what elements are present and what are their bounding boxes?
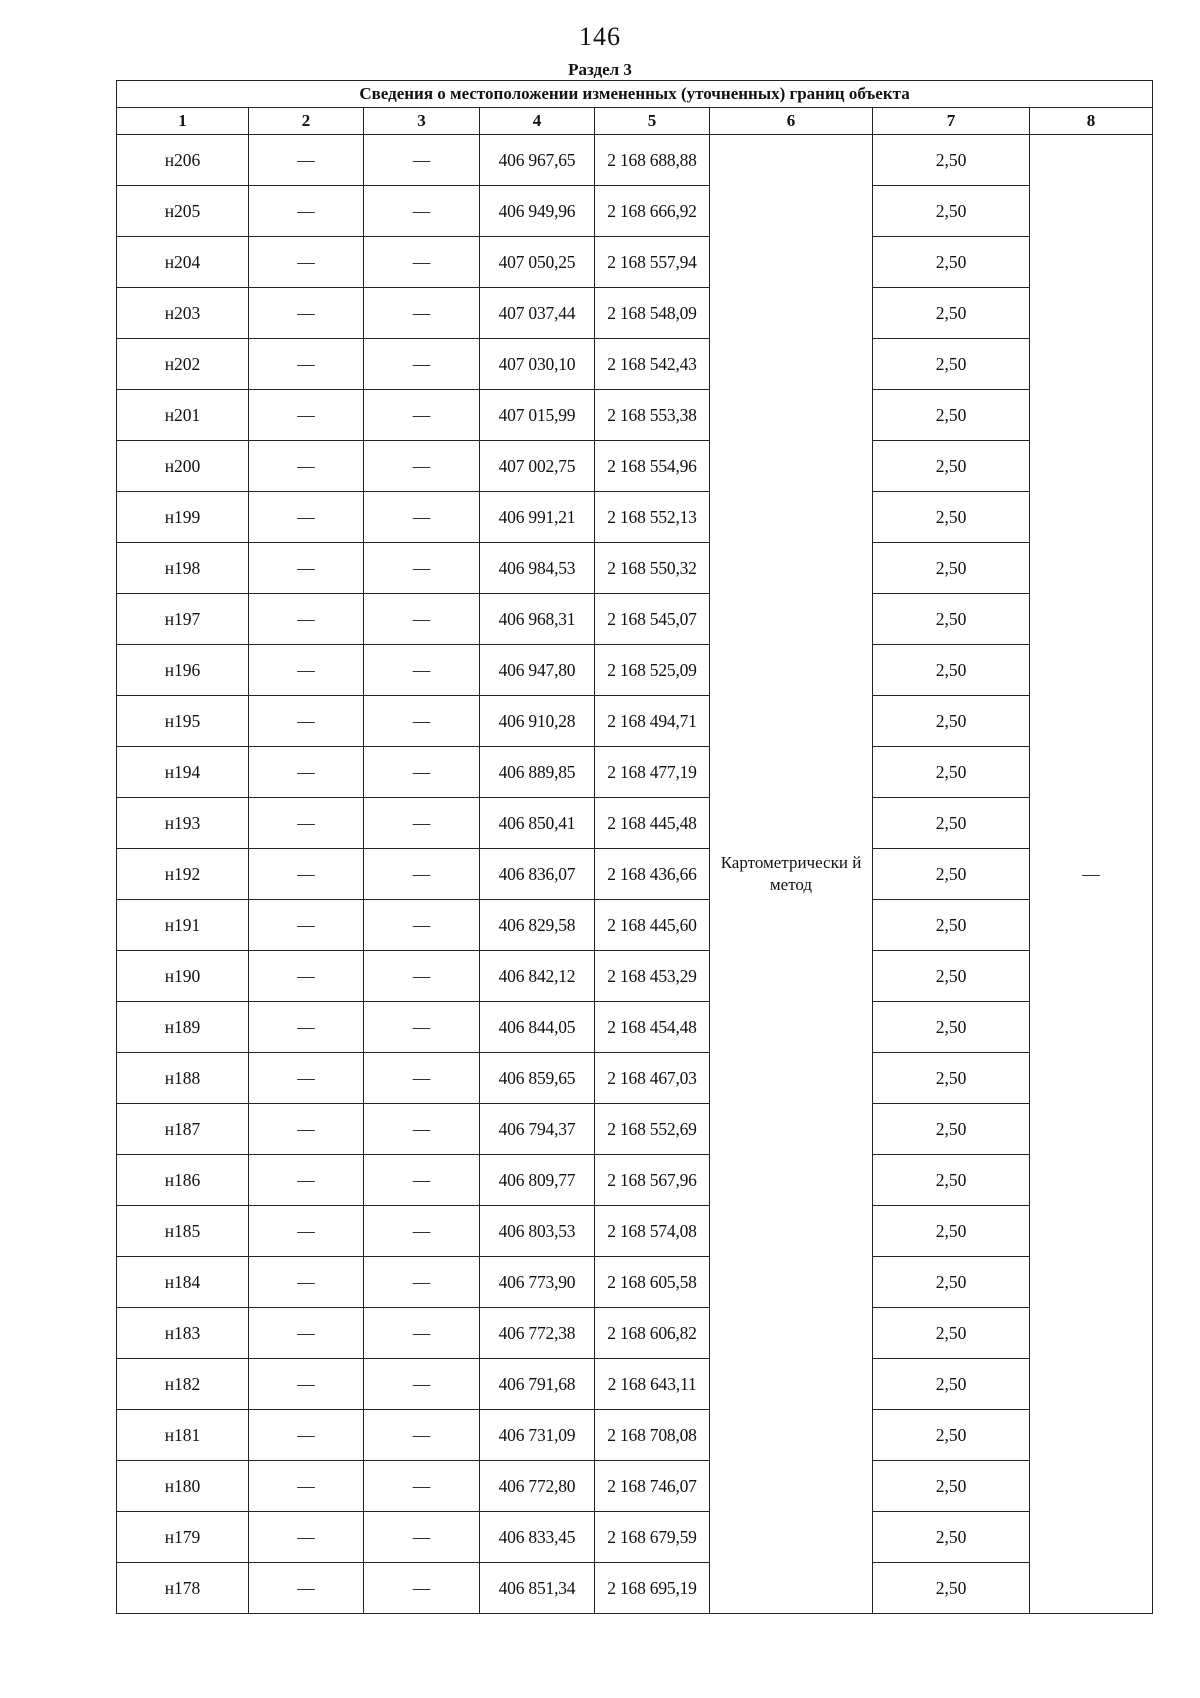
y-coordinate-cell: 2 168 552,69 [595, 1104, 710, 1155]
col2-cell: — [249, 1359, 364, 1410]
col2-cell: — [249, 237, 364, 288]
x-coordinate-cell: 407 050,25 [480, 237, 595, 288]
y-coordinate-cell: 2 168 679,59 [595, 1512, 710, 1563]
x-coordinate-cell: 407 037,44 [480, 288, 595, 339]
col2-cell: — [249, 441, 364, 492]
x-coordinate-cell: 406 844,05 [480, 1002, 595, 1053]
table-row [117, 1257, 1153, 1308]
table-row [117, 135, 1153, 186]
table-row [117, 1512, 1153, 1563]
point-cell: н194 [117, 747, 249, 798]
col2-cell: — [249, 1257, 364, 1308]
col2-cell: — [249, 1104, 364, 1155]
y-coordinate-cell: 2 168 567,96 [595, 1155, 710, 1206]
boundary-table [116, 80, 1153, 1614]
column-number: 8 [1030, 108, 1153, 135]
y-coordinate-cell: 2 168 550,32 [595, 543, 710, 594]
col2-cell: — [249, 1461, 364, 1512]
x-coordinate-cell: 406 968,31 [480, 594, 595, 645]
table-row [117, 288, 1153, 339]
y-coordinate-cell: 2 168 605,58 [595, 1257, 710, 1308]
x-coordinate-cell: 406 772,80 [480, 1461, 595, 1512]
accuracy-cell: 2,50 [873, 339, 1030, 390]
point-cell: н190 [117, 951, 249, 1002]
accuracy-cell: 2,50 [873, 900, 1030, 951]
col3-cell: — [364, 441, 480, 492]
col3-cell: — [364, 849, 480, 900]
x-coordinate-cell: 406 794,37 [480, 1104, 595, 1155]
col2-cell: — [249, 951, 364, 1002]
point-cell: н180 [117, 1461, 249, 1512]
col2-cell: — [249, 1002, 364, 1053]
y-coordinate-cell: 2 168 708,08 [595, 1410, 710, 1461]
column-number: 2 [249, 108, 364, 135]
y-coordinate-cell: 2 168 445,48 [595, 798, 710, 849]
table-row [117, 1359, 1153, 1410]
table-row [117, 1104, 1153, 1155]
accuracy-cell: 2,50 [873, 390, 1030, 441]
col2-cell: — [249, 135, 364, 186]
y-coordinate-cell: 2 168 554,96 [595, 441, 710, 492]
accuracy-cell: 2,50 [873, 951, 1030, 1002]
accuracy-cell: 2,50 [873, 1002, 1030, 1053]
y-coordinate-cell: 2 168 574,08 [595, 1206, 710, 1257]
x-coordinate-cell: 406 889,85 [480, 747, 595, 798]
column-number: 5 [595, 108, 710, 135]
accuracy-cell: 2,50 [873, 1410, 1030, 1461]
point-cell: н181 [117, 1410, 249, 1461]
col3-cell: — [364, 1410, 480, 1461]
accuracy-cell: 2,50 [873, 186, 1030, 237]
col2-cell: — [249, 339, 364, 390]
y-coordinate-cell: 2 168 606,82 [595, 1308, 710, 1359]
accuracy-cell: 2,50 [873, 798, 1030, 849]
column-number: 3 [364, 108, 480, 135]
point-cell: н200 [117, 441, 249, 492]
x-coordinate-cell: 406 773,90 [480, 1257, 595, 1308]
y-coordinate-cell: 2 168 666,92 [595, 186, 710, 237]
point-cell: н204 [117, 237, 249, 288]
col2-cell: — [249, 1308, 364, 1359]
accuracy-cell: 2,50 [873, 1359, 1030, 1410]
page-number: 146 [579, 22, 621, 51]
col3-cell: — [364, 696, 480, 747]
point-cell: н202 [117, 339, 249, 390]
table-row [117, 951, 1153, 1002]
point-cell: н206 [117, 135, 249, 186]
point-cell: н192 [117, 849, 249, 900]
table-row [117, 186, 1153, 237]
col3-cell: — [364, 1053, 480, 1104]
point-cell: н188 [117, 1053, 249, 1104]
table-row [117, 1002, 1153, 1053]
table-row [117, 390, 1153, 441]
accuracy-cell: 2,50 [873, 1563, 1030, 1614]
column-number: 4 [480, 108, 595, 135]
col2-cell: — [249, 1206, 364, 1257]
x-coordinate-cell: 406 947,80 [480, 645, 595, 696]
y-coordinate-cell: 2 168 553,38 [595, 390, 710, 441]
accuracy-cell: 2,50 [873, 288, 1030, 339]
y-coordinate-cell: 2 168 542,43 [595, 339, 710, 390]
col3-cell: — [364, 1308, 480, 1359]
col2-cell: — [249, 1563, 364, 1614]
table-row [117, 1410, 1153, 1461]
x-coordinate-cell: 407 030,10 [480, 339, 595, 390]
y-coordinate-cell: 2 168 545,07 [595, 594, 710, 645]
col3-cell: — [364, 1512, 480, 1563]
x-coordinate-cell: 406 803,53 [480, 1206, 595, 1257]
accuracy-cell: 2,50 [873, 1053, 1030, 1104]
col3-cell: — [364, 594, 480, 645]
point-cell: н191 [117, 900, 249, 951]
x-coordinate-cell: 406 984,53 [480, 543, 595, 594]
column-number: 7 [873, 108, 1030, 135]
accuracy-cell: 2,50 [873, 1206, 1030, 1257]
col2-cell: — [249, 696, 364, 747]
table-row [117, 747, 1153, 798]
point-cell: н189 [117, 1002, 249, 1053]
y-coordinate-cell: 2 168 467,03 [595, 1053, 710, 1104]
point-cell: н178 [117, 1563, 249, 1614]
col2-cell: — [249, 645, 364, 696]
accuracy-cell: 2,50 [873, 492, 1030, 543]
column-number: 6 [710, 108, 873, 135]
table-row [117, 492, 1153, 543]
accuracy-cell: 2,50 [873, 594, 1030, 645]
table-row [117, 543, 1153, 594]
col3-cell: — [364, 543, 480, 594]
point-cell: н184 [117, 1257, 249, 1308]
y-coordinate-cell: 2 168 525,09 [595, 645, 710, 696]
accuracy-cell: 2,50 [873, 135, 1030, 186]
table-row [117, 1563, 1153, 1614]
y-coordinate-cell: 2 168 643,11 [595, 1359, 710, 1410]
point-cell: н195 [117, 696, 249, 747]
col3-cell: — [364, 135, 480, 186]
col3-cell: — [364, 645, 480, 696]
x-coordinate-cell: 407 015,99 [480, 390, 595, 441]
col3-cell: — [364, 1461, 480, 1512]
y-coordinate-cell: 2 168 548,09 [595, 288, 710, 339]
x-coordinate-cell: 406 949,96 [480, 186, 595, 237]
table-row [117, 1461, 1153, 1512]
table-row [117, 1155, 1153, 1206]
point-cell: н179 [117, 1512, 249, 1563]
col3-cell: — [364, 900, 480, 951]
x-coordinate-cell: 406 829,58 [480, 900, 595, 951]
col2-cell: — [249, 747, 364, 798]
col3-cell: — [364, 1104, 480, 1155]
table-row [117, 594, 1153, 645]
col3-cell: — [364, 339, 480, 390]
col2-cell: — [249, 1053, 364, 1104]
section-title: Раздел 3 [568, 60, 632, 79]
col3-cell: — [364, 492, 480, 543]
accuracy-cell: 2,50 [873, 441, 1030, 492]
x-coordinate-cell: 406 772,38 [480, 1308, 595, 1359]
col3-cell: — [364, 951, 480, 1002]
accuracy-cell: 2,50 [873, 747, 1030, 798]
x-coordinate-cell: 406 731,09 [480, 1410, 595, 1461]
table-row [117, 237, 1153, 288]
x-coordinate-cell: 406 851,34 [480, 1563, 595, 1614]
col2-cell: — [249, 288, 364, 339]
x-coordinate-cell: 406 791,68 [480, 1359, 595, 1410]
y-coordinate-cell: 2 168 436,66 [595, 849, 710, 900]
x-coordinate-cell: 406 833,45 [480, 1512, 595, 1563]
accuracy-cell: 2,50 [873, 1308, 1030, 1359]
table-row [117, 849, 1153, 900]
y-coordinate-cell: 2 168 688,88 [595, 135, 710, 186]
x-coordinate-cell: 406 991,21 [480, 492, 595, 543]
y-coordinate-cell: 2 168 695,19 [595, 1563, 710, 1614]
table-row [117, 1206, 1153, 1257]
accuracy-cell: 2,50 [873, 1512, 1030, 1563]
accuracy-cell: 2,50 [873, 1257, 1030, 1308]
y-coordinate-cell: 2 168 746,07 [595, 1461, 710, 1512]
table-row [117, 900, 1153, 951]
accuracy-cell: 2,50 [873, 543, 1030, 594]
table-row [117, 1053, 1153, 1104]
table-row [117, 798, 1153, 849]
point-cell: н185 [117, 1206, 249, 1257]
col2-cell: — [249, 849, 364, 900]
table-row [117, 339, 1153, 390]
accuracy-cell: 2,50 [873, 696, 1030, 747]
method-cell: Картометрически й метод [710, 135, 873, 1614]
x-coordinate-cell: 406 859,65 [480, 1053, 595, 1104]
y-coordinate-cell: 2 168 445,60 [595, 900, 710, 951]
accuracy-cell: 2,50 [873, 645, 1030, 696]
table-row [117, 441, 1153, 492]
column-number-row [117, 108, 1153, 135]
point-cell: н183 [117, 1308, 249, 1359]
x-coordinate-cell: 406 967,65 [480, 135, 595, 186]
col2-cell: — [249, 186, 364, 237]
col3-cell: — [364, 1155, 480, 1206]
point-cell: н193 [117, 798, 249, 849]
col3-cell: — [364, 1206, 480, 1257]
table-row [117, 645, 1153, 696]
accuracy-cell: 2,50 [873, 1104, 1030, 1155]
accuracy-cell: 2,50 [873, 1155, 1030, 1206]
column-number: 1 [117, 108, 249, 135]
y-coordinate-cell: 2 168 552,13 [595, 492, 710, 543]
col2-cell: — [249, 900, 364, 951]
col3-cell: — [364, 747, 480, 798]
col3-cell: — [364, 288, 480, 339]
col2-cell: — [249, 492, 364, 543]
col2-cell: — [249, 543, 364, 594]
y-coordinate-cell: 2 168 477,19 [595, 747, 710, 798]
col3-cell: — [364, 390, 480, 441]
col3-cell: — [364, 186, 480, 237]
col3-cell: — [364, 237, 480, 288]
table-row [117, 1308, 1153, 1359]
x-coordinate-cell: 406 910,28 [480, 696, 595, 747]
col3-cell: — [364, 1359, 480, 1410]
accuracy-cell: 2,50 [873, 849, 1030, 900]
point-cell: н197 [117, 594, 249, 645]
note-cell: — [1030, 135, 1153, 1614]
col2-cell: — [249, 390, 364, 441]
point-cell: н199 [117, 492, 249, 543]
col2-cell: — [249, 1512, 364, 1563]
col2-cell: — [249, 1155, 364, 1206]
col2-cell: — [249, 798, 364, 849]
x-coordinate-cell: 406 836,07 [480, 849, 595, 900]
table-caption: Сведения о местоположении измененных (уточненных) границ объекта [117, 81, 1153, 108]
y-coordinate-cell: 2 168 453,29 [595, 951, 710, 1002]
point-cell: н201 [117, 390, 249, 441]
point-cell: н182 [117, 1359, 249, 1410]
point-cell: н186 [117, 1155, 249, 1206]
point-cell: н203 [117, 288, 249, 339]
point-cell: н198 [117, 543, 249, 594]
col3-cell: — [364, 798, 480, 849]
col2-cell: — [249, 1410, 364, 1461]
y-coordinate-cell: 2 168 454,48 [595, 1002, 710, 1053]
accuracy-cell: 2,50 [873, 1461, 1030, 1512]
x-coordinate-cell: 406 850,41 [480, 798, 595, 849]
col3-cell: — [364, 1563, 480, 1614]
x-coordinate-cell: 406 809,77 [480, 1155, 595, 1206]
accuracy-cell: 2,50 [873, 237, 1030, 288]
point-cell: н205 [117, 186, 249, 237]
table-row [117, 696, 1153, 747]
point-cell: н187 [117, 1104, 249, 1155]
col3-cell: — [364, 1257, 480, 1308]
y-coordinate-cell: 2 168 494,71 [595, 696, 710, 747]
x-coordinate-cell: 406 842,12 [480, 951, 595, 1002]
x-coordinate-cell: 407 002,75 [480, 441, 595, 492]
col3-cell: — [364, 1002, 480, 1053]
y-coordinate-cell: 2 168 557,94 [595, 237, 710, 288]
point-cell: н196 [117, 645, 249, 696]
col2-cell: — [249, 594, 364, 645]
